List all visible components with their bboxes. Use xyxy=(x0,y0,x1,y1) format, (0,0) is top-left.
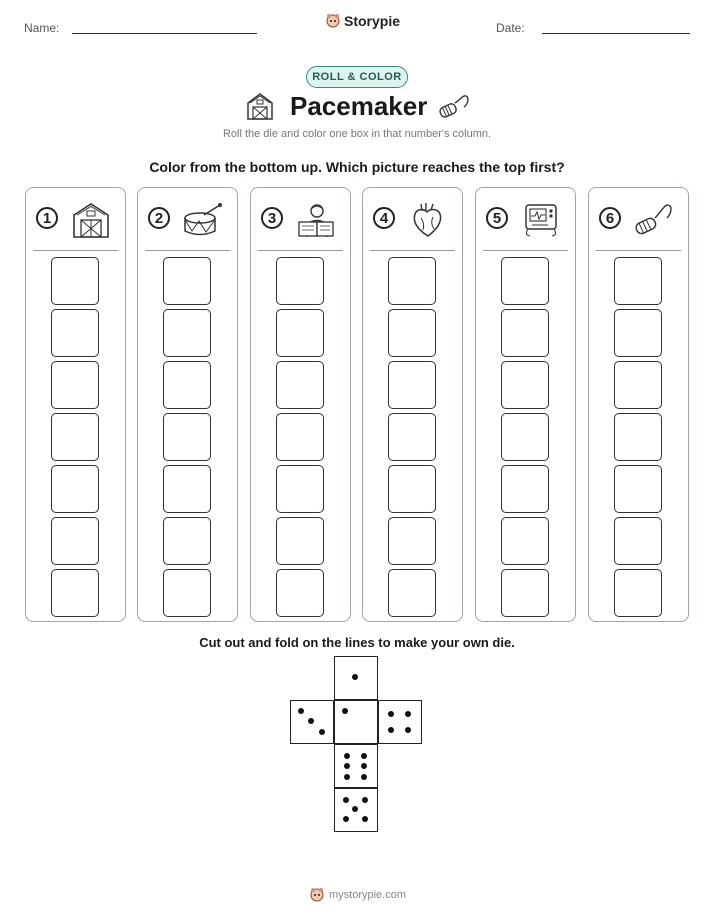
color-box[interactable] xyxy=(276,413,324,461)
color-box[interactable] xyxy=(163,569,211,617)
column-4 xyxy=(362,187,463,622)
die-pip xyxy=(343,797,349,803)
color-box[interactable] xyxy=(501,465,549,513)
die-face-4 xyxy=(378,700,422,744)
color-box[interactable] xyxy=(51,569,99,617)
storypie-mascot-icon xyxy=(326,13,340,29)
color-box[interactable] xyxy=(51,361,99,409)
die-pip xyxy=(298,708,304,714)
color-box[interactable] xyxy=(614,361,662,409)
column-2 xyxy=(137,187,238,622)
die-pip xyxy=(405,727,411,733)
name-label: Name: xyxy=(24,21,60,35)
barn-icon xyxy=(245,91,275,121)
color-box[interactable] xyxy=(501,257,549,305)
die-face-3 xyxy=(290,700,334,744)
storypie-logo xyxy=(326,13,400,29)
die-face-1b xyxy=(334,700,378,744)
name-line[interactable] xyxy=(72,33,257,34)
die-pip xyxy=(344,763,350,769)
die-pip xyxy=(388,711,394,717)
die-pip xyxy=(361,763,367,769)
column-5 xyxy=(475,187,576,622)
pacemaker-icon xyxy=(633,202,675,238)
column-divider xyxy=(33,250,118,251)
color-box[interactable] xyxy=(51,309,99,357)
column-number: 3 xyxy=(261,207,283,229)
heart-icon xyxy=(407,202,449,238)
column-divider xyxy=(483,250,568,251)
die-pip xyxy=(388,727,394,733)
column-number: 5 xyxy=(486,207,508,229)
instruction: Color from the bottom up. Which picture reaches the top first? xyxy=(149,159,565,175)
die-pip xyxy=(361,753,367,759)
storypie-mascot-icon xyxy=(310,887,324,903)
column-divider xyxy=(370,250,455,251)
color-box[interactable] xyxy=(388,361,436,409)
color-box[interactable] xyxy=(388,569,436,617)
column-divider xyxy=(596,250,681,251)
die-pip xyxy=(362,797,368,803)
column-number: 4 xyxy=(373,207,395,229)
die-pip xyxy=(343,816,349,822)
die-pip xyxy=(342,708,348,714)
color-box[interactable] xyxy=(501,569,549,617)
color-box[interactable] xyxy=(501,517,549,565)
color-box[interactable] xyxy=(614,413,662,461)
pacemaker-icon xyxy=(437,93,471,119)
column-divider xyxy=(145,250,230,251)
column-1 xyxy=(25,187,126,622)
color-box[interactable] xyxy=(51,517,99,565)
color-box[interactable] xyxy=(614,309,662,357)
color-box[interactable] xyxy=(388,517,436,565)
color-box[interactable] xyxy=(501,413,549,461)
color-box[interactable] xyxy=(501,361,549,409)
color-box[interactable] xyxy=(276,257,324,305)
color-box[interactable] xyxy=(388,309,436,357)
color-box[interactable] xyxy=(163,413,211,461)
column-3 xyxy=(250,187,351,622)
footer xyxy=(310,887,406,903)
page-title: Pacemaker xyxy=(290,91,428,121)
roll-color-badge: ROLL & COLOR xyxy=(306,66,408,88)
die-pip xyxy=(344,774,350,780)
die-face-5 xyxy=(334,788,378,832)
die-pip xyxy=(308,718,314,724)
die-pip xyxy=(344,753,350,759)
brand-name: Storypie xyxy=(344,13,401,29)
die-pip xyxy=(405,711,411,717)
color-box[interactable] xyxy=(163,257,211,305)
barn-icon xyxy=(70,202,112,238)
color-box[interactable] xyxy=(276,517,324,565)
column-divider xyxy=(258,250,343,251)
color-box[interactable] xyxy=(614,517,662,565)
die-pip xyxy=(319,729,325,735)
color-box[interactable] xyxy=(163,465,211,513)
die-pip xyxy=(361,774,367,780)
footer-url[interactable]: mystorypie.com xyxy=(329,889,407,901)
column-6 xyxy=(588,187,689,622)
color-box[interactable] xyxy=(51,257,99,305)
subtitle: Roll the die and color one box in that number's column. xyxy=(222,128,492,140)
die-face-6 xyxy=(334,744,378,788)
color-box[interactable] xyxy=(163,309,211,357)
heart-monitor-icon xyxy=(520,202,562,238)
color-box[interactable] xyxy=(614,465,662,513)
color-box[interactable] xyxy=(276,569,324,617)
color-box[interactable] xyxy=(388,413,436,461)
die-pip xyxy=(362,816,368,822)
date-line[interactable] xyxy=(542,33,690,34)
color-box[interactable] xyxy=(388,465,436,513)
color-box[interactable] xyxy=(501,309,549,357)
color-box[interactable] xyxy=(51,465,99,513)
color-box[interactable] xyxy=(388,257,436,305)
die-face-1 xyxy=(334,656,378,700)
color-box[interactable] xyxy=(276,465,324,513)
color-box[interactable] xyxy=(51,413,99,461)
cut-instruction: Cut out and fold on the lines to make your own die. xyxy=(199,635,515,650)
color-box[interactable] xyxy=(276,309,324,357)
doctor-reading-icon xyxy=(295,202,337,238)
column-number: 6 xyxy=(599,207,621,229)
column-number: 1 xyxy=(36,207,58,229)
die-pip xyxy=(352,674,358,680)
drum-icon xyxy=(182,202,224,238)
color-box[interactable] xyxy=(163,517,211,565)
color-box[interactable] xyxy=(614,257,662,305)
column-number: 2 xyxy=(148,207,170,229)
die-pip xyxy=(352,806,358,812)
color-box[interactable] xyxy=(163,361,211,409)
color-box[interactable] xyxy=(614,569,662,617)
color-box[interactable] xyxy=(276,361,324,409)
date-label: Date: xyxy=(496,21,525,35)
